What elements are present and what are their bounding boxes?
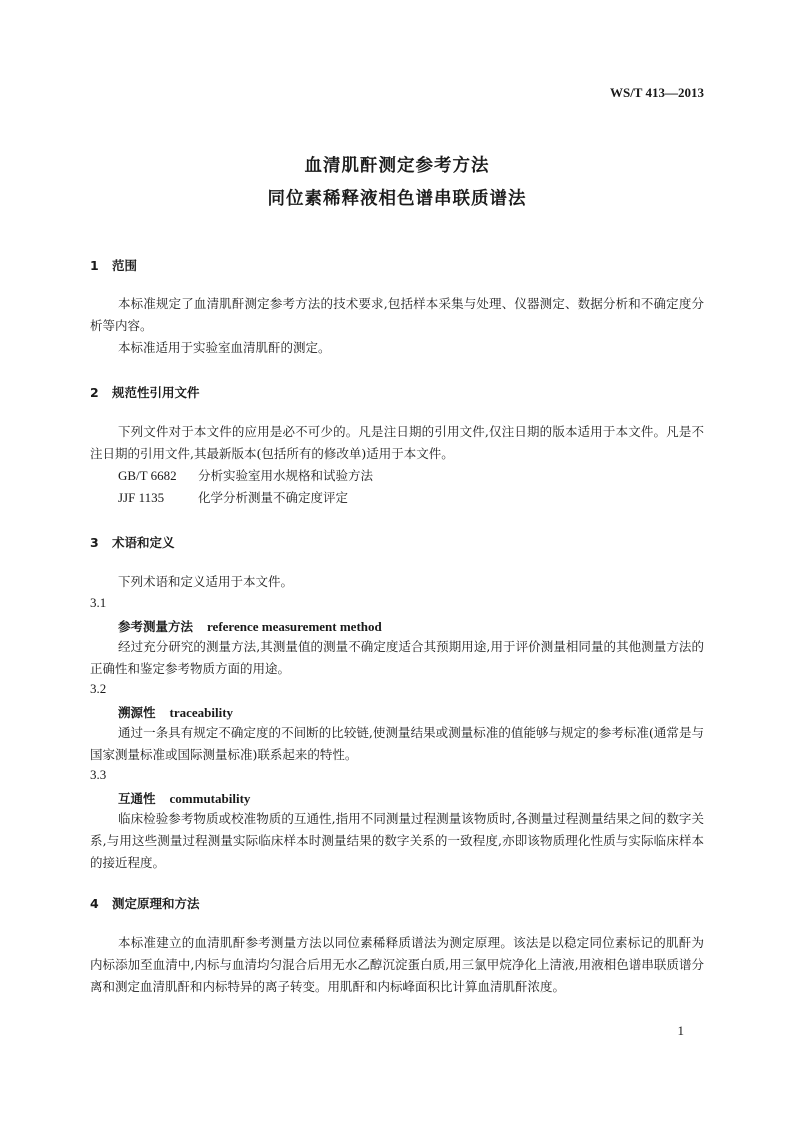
section-4-heading (90, 894, 200, 912)
section-title: 测定原理和方法 (112, 896, 200, 911)
page-number: 1 (677, 1023, 684, 1038)
section-1-body (90, 293, 704, 359)
section-title: 术语和定义 (112, 535, 175, 550)
term-heading (118, 703, 233, 721)
paragraph: 下列文件对于本文件的应用是必不可少的。凡是注日期的引用文件,仅注日期的版本适用于本文件。凡是不注日期的引用文件,其最新版本(包括所有的修改单)适用于本文件。 (90, 424, 704, 461)
standard-number: WS/T 413—2013 (609, 85, 704, 100)
paragraph: 本标准适用于实验室血清肌酐的测定。 (118, 340, 331, 355)
paragraph: 经过充分研究的测量方法,其测量值的测量不确定度适合其预期用途,用于评价测量相同量的其他测量方法的正确性和鉴定参考物质方面的用途。 (90, 639, 704, 676)
section-2-body (90, 421, 704, 465)
term-number: 3.3 (90, 767, 107, 782)
term-zh: 溯源性 (118, 705, 156, 720)
section-3-heading (90, 533, 175, 551)
document-title-line2: 同位素稀释液相色谱串联质谱法 (267, 189, 527, 209)
term-en: traceability (169, 705, 234, 720)
term-en: reference measurement method (207, 619, 382, 634)
section-number: 1 (90, 258, 99, 273)
section-title: 范围 (112, 258, 138, 273)
reference-title: 分析实验室用水规格和试验方法 (198, 468, 374, 483)
term-heading (118, 617, 382, 635)
section-number: 3 (90, 535, 99, 550)
paragraph: 本标准规定了血清肌酐测定参考方法的技术要求,包括样本采集与处理、仪器测定、数据分析和不确定度分析等内容。 (90, 296, 704, 333)
section-number: 2 (90, 385, 99, 400)
reference-code: JJF 1135 (118, 490, 165, 505)
normative-reference (118, 466, 373, 484)
term-en: commutability (169, 791, 251, 806)
reference-code: GB/T 6682 (118, 468, 177, 483)
reference-title: 化学分析测量不确定度评定 (198, 490, 349, 505)
term-definition (90, 636, 704, 680)
section-4-body (90, 932, 704, 998)
paragraph: 临床检验参考物质或校准物质的互通性,指用不同测量过程测量该物质时,各测量过程测量结果之间的数字关系,与用这些测量过程测量实际临床样本时测量结果的数字关系的一致程度,亦即该物质理化性质与实际临床样本的接近程度。 (90, 811, 704, 870)
section-2-heading (90, 383, 200, 401)
term-heading (118, 789, 250, 807)
term-zh: 互通性 (118, 791, 156, 806)
normative-reference (118, 488, 348, 506)
term-definition (90, 808, 704, 874)
paragraph: 本标准建立的血清肌酐参考测量方法以同位素稀释质谱法为测定原理。该法是以稳定同位素标记的肌酐为内标添加至血清中,内标与血清均匀混合后用无水乙醇沉淀蛋白质,用三氯甲烷净化上清液,用液相色谱串联质谱分离和测定血清肌酐和内标特异的离子转变。用肌酐和内标峰面积比计算血清肌酐浓度。 (90, 935, 704, 994)
document-title-line1: 血清肌酐测定参考方法 (304, 156, 490, 176)
term-number: 3.2 (90, 681, 107, 696)
section-number: 4 (90, 896, 99, 911)
term-definition (90, 722, 704, 766)
term-zh: 参考测量方法 (118, 619, 194, 634)
term-number: 3.1 (90, 595, 107, 610)
section-3-intro (90, 571, 704, 593)
section-title: 规范性引用文件 (112, 385, 200, 400)
paragraph: 通过一条具有规定不确定度的不间断的比较链,使测量结果或测量标准的值能够与规定的参考标准(通常是与国家测量标准或国际测量标准)联系起来的特性。 (90, 725, 704, 762)
paragraph: 下列术语和定义适用于本文件。 (118, 574, 294, 589)
section-1-heading (90, 256, 137, 274)
